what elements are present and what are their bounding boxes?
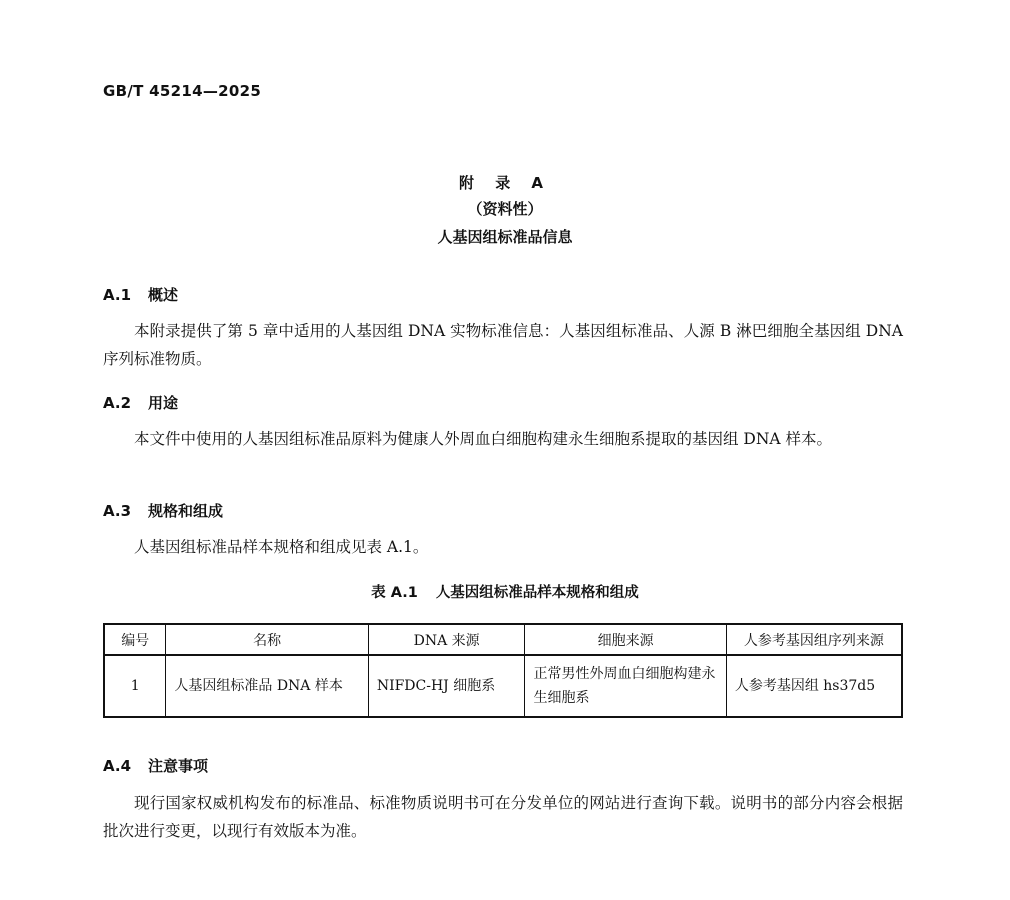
section-text-a4: 现行国家权威机构发布的标准品、标准物质说明书可在分发单位的网站进行查询下载。说明书的部分内容会根据批次进行变更，以现行有效版本为准。	[103, 794, 903, 840]
table-cell: 1	[104, 655, 166, 717]
table-header-cell: 细胞来源	[525, 624, 726, 655]
annex-title: 附 录 A	[458, 174, 552, 192]
table-header-cell: DNA 来源	[368, 624, 525, 655]
section-heading-a3	[103, 500, 223, 521]
table-cell: 人基因组标准品 DNA 样本	[166, 655, 368, 717]
section-text-a2: 本文件中使用的人基因组标准品原料为健康人外周血白细胞构建永生细胞系提取的基因组 DNA 样本。	[134, 430, 833, 448]
section-number: A.2	[103, 394, 132, 412]
table-cell: 人参考基因组 hs37d5	[726, 655, 902, 717]
table-cell: 正常男性外周血白细胞构建永生细胞系	[525, 655, 726, 717]
spec-table	[103, 623, 903, 718]
table-header-cell: 编号	[104, 624, 166, 655]
table-caption-number: 表 A.1	[371, 585, 418, 601]
table-header-row	[104, 624, 902, 655]
section-title: 规格和组成	[148, 502, 224, 520]
table-caption-title: 人基因组标准品样本规格和组成	[435, 585, 639, 601]
table-cell: NIFDC-HJ 细胞系	[368, 655, 525, 717]
section-title: 用途	[148, 394, 179, 412]
section-number: A.4	[103, 757, 132, 775]
table-caption	[0, 581, 1010, 602]
section-text-a3: 人基因组标准品样本规格和组成见表 A.1。	[134, 538, 429, 556]
standard-code: GB/T 45214—2025	[103, 82, 262, 100]
section-number: A.3	[103, 502, 132, 520]
table-header-cell: 人参考基因组序列来源	[726, 624, 902, 655]
section-number: A.1	[103, 286, 132, 304]
section-heading-a4	[103, 755, 208, 776]
section-title: 概述	[148, 286, 179, 304]
section-text-a1: 本附录提供了第 5 章中适用的人基因组 DNA 实物标准信息：人基因组标准品、人源 B 淋巴细胞全基因组 DNA 序列标准物质。	[103, 322, 903, 368]
annex-type: （资料性）	[467, 200, 543, 218]
annex-name: 人基因组标准品信息	[437, 228, 573, 246]
section-heading-a2	[103, 392, 178, 413]
table-row	[104, 655, 902, 717]
section-heading-a1	[103, 284, 178, 305]
section-title: 注意事项	[148, 757, 209, 775]
table-header-cell: 名称	[166, 624, 368, 655]
